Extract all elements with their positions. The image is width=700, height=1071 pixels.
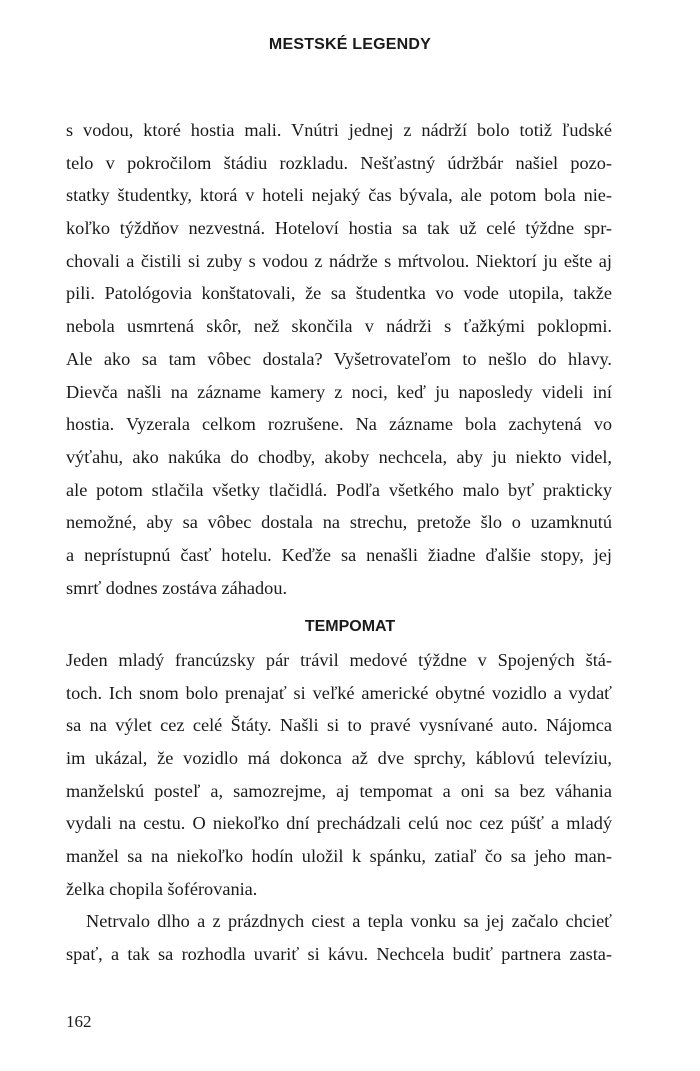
text-line: Netrvalo dlho a z prázdnych ciest a tepla vonku sa jej začalo chcieť [86, 911, 612, 931]
text-line: Jeden mladý francúzsky pár trávil medové týždne v Spojených štá- [66, 650, 612, 670]
text-line: manželskú posteľ a, samozrejme, aj tempomat a oni sa bez váhania [66, 780, 612, 801]
text-line: a neprístupnú časť hotelu. Keďže sa nenašli žiadne ďalšie stopy, jej [66, 544, 612, 565]
running-header: MESTSKÉ LEGENDY [268, 36, 432, 53]
text-line: sa na výlet cez celé Štáty. Našli si to pravé vysnívané auto. Nájomca [66, 715, 612, 736]
text-line: telo v pokročilom štádiu rozkladu. Nešťastný údržbár našiel pozo- [66, 152, 612, 173]
text-line: výťahu, ako nakúka do chodby, akoby nechcela, aby ju niekto videl, [66, 446, 612, 467]
text-line: Dievča našli na zázname kamery z noci, keď ju naposledy videli iní [66, 381, 612, 402]
text-line: nemožné, aby sa vôbec dostala na strechu, pretože šlo o uzamknutú [66, 512, 612, 533]
text-line: pili. Patológovia konštatovali, že sa študentka vo vode utopila, takže [66, 283, 612, 304]
text-line: statky študentky, ktorá v hoteli nejaký čas bývala, ale potom bola nie- [66, 185, 612, 206]
text-line: spať, a tak sa rozhodla uvariť si kávu. Nechcela budiť partnera zasta- [66, 943, 612, 964]
section-heading: TEMPOMAT [304, 618, 396, 635]
paragraph-tempomat-intro [66, 644, 612, 906]
text-line: vydali na cestu. O niekoľko dní prechádzali celú noc cez púšť a mladý [66, 813, 612, 834]
text-line: želka chopila šoférovania. [66, 878, 258, 899]
text-line: Ale ako sa tam vôbec dostala? Vyšetrovateľom to nešlo do hlavy. [66, 348, 612, 369]
paragraph-hotel-mystery [66, 114, 612, 604]
text-line: s vodou, ktoré hostia mali. Vnútri jednej z nádrží bolo totiž ľudské [66, 120, 612, 140]
text-line: manžel sa na niekoľko hodín uložil k spánku, zatiaľ čo sa jeho man- [66, 846, 612, 867]
text-line: ale potom stlačila všetky tlačidlá. Podľa všetkého malo byť prakticky [66, 479, 612, 500]
text-line: nebola usmrtená skôr, než skončila v nádrži s ťažkými poklopmi. [66, 316, 612, 337]
page-number: 162 [66, 1012, 92, 1031]
text-line: chovali a čistili si zuby s vodou z nádrže s mŕtvolou. Niektorí ju ešte aj [66, 250, 612, 271]
text-line: koľko týždňov nezvestná. Hoteloví hostia sa tak už celé týždne spr- [66, 218, 612, 239]
text-line: hostia. Vyzerala celkom rozrušene. Na zázname bola zachytená vo [66, 414, 612, 435]
text-line: smrť dodnes zostáva záhadou. [66, 577, 288, 598]
text-line: toch. Ich snom bolo prenajať si veľké americké obytné vozidlo a vydať [66, 682, 612, 703]
text-line: im ukázal, že vozidlo má dokonca až dve sprchy, káblovú televíziu, [66, 748, 612, 769]
paragraph-tempomat-continued [66, 905, 612, 970]
